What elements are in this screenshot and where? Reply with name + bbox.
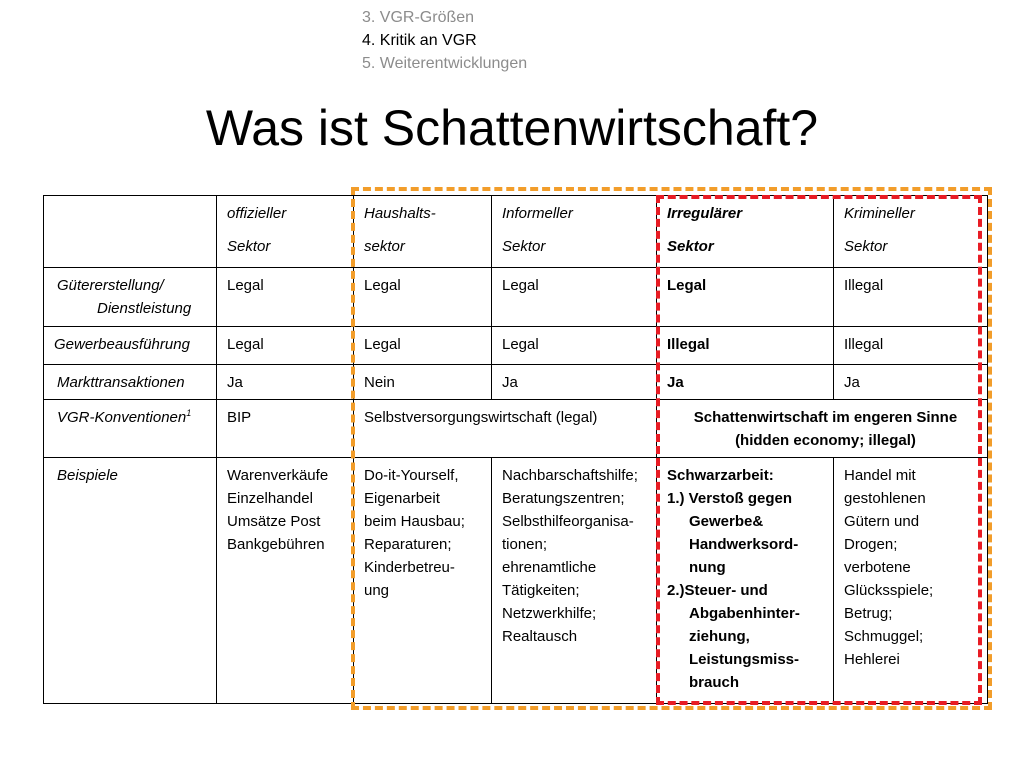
cell-examples-household: Do-it-Yourself, Eigenarbeit beim Hausbau; Reparaturen; Kinderbetreu- ung (354, 458, 492, 704)
cell-production-household: Legal (354, 268, 492, 327)
page-title: Was ist Schattenwirtschaft? (205, 100, 819, 156)
cell-examples-official: Warenverkäufe Einzelhandel Umsätze Post Bankgebühren (217, 458, 354, 704)
cell-production-informal: Legal (492, 268, 657, 327)
cell-market-official: Ja (217, 365, 354, 400)
breadcrumb-item-kritik[interactable]: 4. Kritik an VGR (362, 32, 477, 49)
table-row-trade (44, 327, 988, 365)
cell-trade-irregular: Illegal (657, 327, 834, 365)
cell-trade-criminal: Illegal (834, 327, 988, 365)
cell-examples-criminal: Handel mit gestohlenen Gütern und Drogen; verbotene Glücksspiele; Betrug; Schmuggel; Hehlerei (834, 458, 988, 704)
row-label-examples: Beispiele (44, 458, 217, 704)
cell-market-criminal: Ja (834, 365, 988, 400)
row-label-trade: Gewerbeausführung (44, 327, 217, 365)
breadcrumb-item-weiterentwicklungen[interactable]: 5. Weiterentwicklungen (362, 55, 528, 72)
sector-table (43, 195, 988, 704)
cell-trade-household: Legal (354, 327, 492, 365)
cell-conventions-official: BIP (217, 400, 354, 458)
cell-production-irregular: Legal (657, 268, 834, 327)
cell-examples-irregular: Schwarzarbeit: 1.) Verstoß gegen Gewerbe& Handwerksord- nung 2.)Steuer- und Abgabenhinter- ziehung, Leistungsmiss- brauch (657, 458, 834, 704)
cell-production-criminal: Illegal (834, 268, 988, 327)
row-label-market: Markttransaktionen (44, 365, 217, 400)
cell-examples-informal: Nachbarschaftshilfe; Beratungszentren; Selbsthilfeorganisa- tionen; ehrenamtliche Tätigkeiten; Netzwerkhilfe; Realtausch (492, 458, 657, 704)
table-header-row (44, 196, 988, 268)
cell-conventions-subsistence: Selbstversorgungswirtschaft (legal) (354, 400, 657, 458)
cell-trade-official: Legal (217, 327, 354, 365)
cell-market-irregular: Ja (657, 365, 834, 400)
header-household-sector: Haushalts- sektor (354, 196, 492, 268)
cell-market-informal: Ja (492, 365, 657, 400)
cell-production-official: Legal (217, 268, 354, 327)
cell-conventions-shadow: Schattenwirtschaft im engeren Sinne (hidden economy; illegal) (657, 400, 988, 458)
header-official-sector: offizieller Sektor (217, 196, 354, 268)
header-criminal-sector: Krimineller Sektor (834, 196, 988, 268)
header-irregular-sector: Irregulärer Sektor (657, 196, 834, 268)
table-row-conventions (44, 400, 988, 458)
cell-trade-informal: Legal (492, 327, 657, 365)
cell-market-household: Nein (354, 365, 492, 400)
row-label-conventions: VGR-Konventionen$^1$ (44, 400, 217, 458)
header-empty-cell (44, 196, 217, 268)
table-row-market (44, 365, 988, 400)
table-row-production (44, 268, 988, 327)
header-informal-sector: Informeller Sektor (492, 196, 657, 268)
table-row-examples (44, 458, 988, 704)
breadcrumb (362, 6, 527, 75)
footnote-marker: 1 (186, 408, 192, 418)
breadcrumb-item-vgr-groessen[interactable]: 3. VGR-Größen (362, 9, 475, 26)
row-label-production: Gütererstellung/ Dienstleistung (44, 268, 217, 327)
